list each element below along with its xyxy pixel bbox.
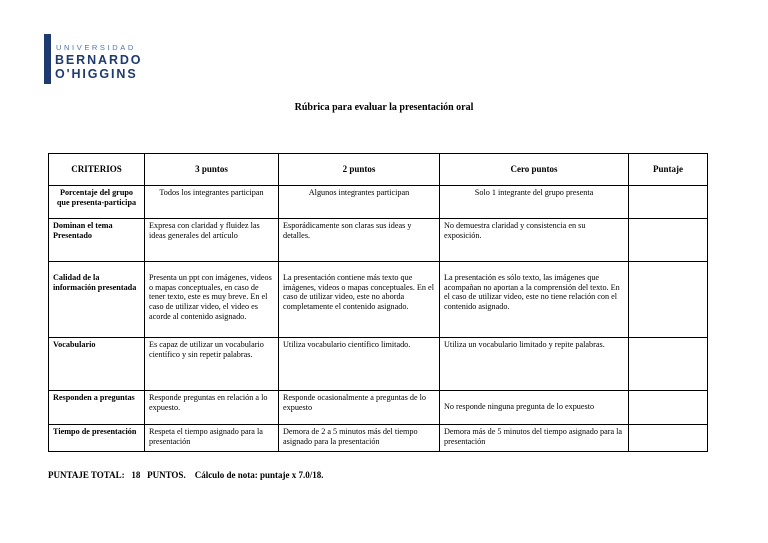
score-cell: [629, 186, 708, 219]
table-row: [49, 262, 708, 338]
cell-2-puntos: Utiliza vocabulario científico limitado.: [279, 338, 440, 391]
total-score-note: [48, 470, 323, 480]
table-row: [49, 391, 708, 425]
cell-3-puntos: Expresa con claridad y fluidez las ideas generales del artículo: [145, 219, 279, 262]
header-2-puntos: 2 puntos: [279, 154, 440, 186]
document-title: Rúbrica para evaluar la presentación oral: [294, 102, 474, 113]
score-cell: [629, 425, 708, 452]
table-row: [49, 219, 708, 262]
logo-line-1: UNIVERSIDAD: [56, 43, 136, 52]
cell-3-puntos: Respeta el tiempo asignado para la presentación: [145, 425, 279, 452]
cell-3-puntos: Responde preguntas en relación a lo expuesto.: [145, 391, 279, 425]
cell-3-puntos: Todos los integrantes participan: [145, 186, 279, 219]
score-cell: [629, 219, 708, 262]
criterion-cell: Vocabulario: [49, 338, 145, 391]
criterion-cell: Dominan el tema Presentado: [49, 219, 145, 262]
total-score-text: PUNTAJE TOTAL: 18 PUNTOS. Cálculo de nota: puntaje x 7.0/18.: [48, 470, 324, 480]
logo-line-3: O'HIGGINS: [55, 67, 138, 81]
table-row: [49, 186, 708, 219]
cell-cero-puntos: No demuestra claridad y consistencia en su exposición.: [440, 219, 629, 262]
cell-3-puntos: Es capaz de utilizar un vocabulario científico y sin repetir palabras.: [145, 338, 279, 391]
cell-cero-puntos: Solo 1 integrante del grupo presenta: [440, 186, 629, 219]
criterion-cell: Responden a preguntas: [49, 391, 145, 425]
header-puntaje: Puntaje: [629, 154, 708, 186]
cell-cero-puntos: Demora más de 5 minutos del tiempo asignado para la presentación: [440, 425, 629, 452]
table-row: [49, 425, 708, 452]
cell-cero-puntos: No responde ninguna pregunta de lo expuesto: [440, 391, 629, 425]
cell-2-puntos: Algunos integrantes participan: [279, 186, 440, 219]
cell-2-puntos: Esporádicamente son claras sus ideas y detalles.: [279, 219, 440, 262]
cell-cero-puntos: Utiliza un vocabulario limitado y repite palabras.: [440, 338, 629, 391]
logo-line-2: BERNARDO: [55, 53, 143, 67]
table-header-row: [49, 154, 708, 186]
logo-bar-icon: [44, 34, 51, 84]
criterion-cell: Porcentaje del grupo que presenta-participa: [49, 186, 145, 219]
cell-cero-puntos: La presentación es sólo texto, las imágenes que acompañan no aportan a la comprensión del texto. En el caso de utilizar video, este no tiene relación con el contenido asignado.: [440, 262, 629, 338]
cell-2-puntos: La presentación contiene más texto que imágenes, videos o mapas conceptuales. En el caso de utilizar video, este no aborda completamente el contenido asignado.: [279, 262, 440, 338]
cell-2-puntos: Demora de 2 a 5 minutos más del tiempo asignado para la presentación: [279, 425, 440, 452]
header-criterios: CRITERIOS: [49, 154, 145, 186]
rubric-table: [48, 153, 708, 452]
score-cell: [629, 262, 708, 338]
table-row: [49, 338, 708, 391]
score-cell: [629, 338, 708, 391]
cell-2-puntos: Responde ocasionalmente a preguntas de lo expuesto: [279, 391, 440, 425]
criterion-cell: Calidad de la información presentada: [49, 262, 145, 338]
criterion-cell: Tiempo de presentación: [49, 425, 145, 452]
cell-3-puntos: Presenta un ppt con imágenes, videos o mapas conceptuales, en caso de tener texto, este es muy breve. En el caso de utilizar video, el video es acorde al contenido asignado.: [145, 262, 279, 338]
header-3-puntos: 3 puntos: [145, 154, 279, 186]
score-cell: [629, 391, 708, 425]
header-cero-puntos: Cero puntos: [440, 154, 629, 186]
